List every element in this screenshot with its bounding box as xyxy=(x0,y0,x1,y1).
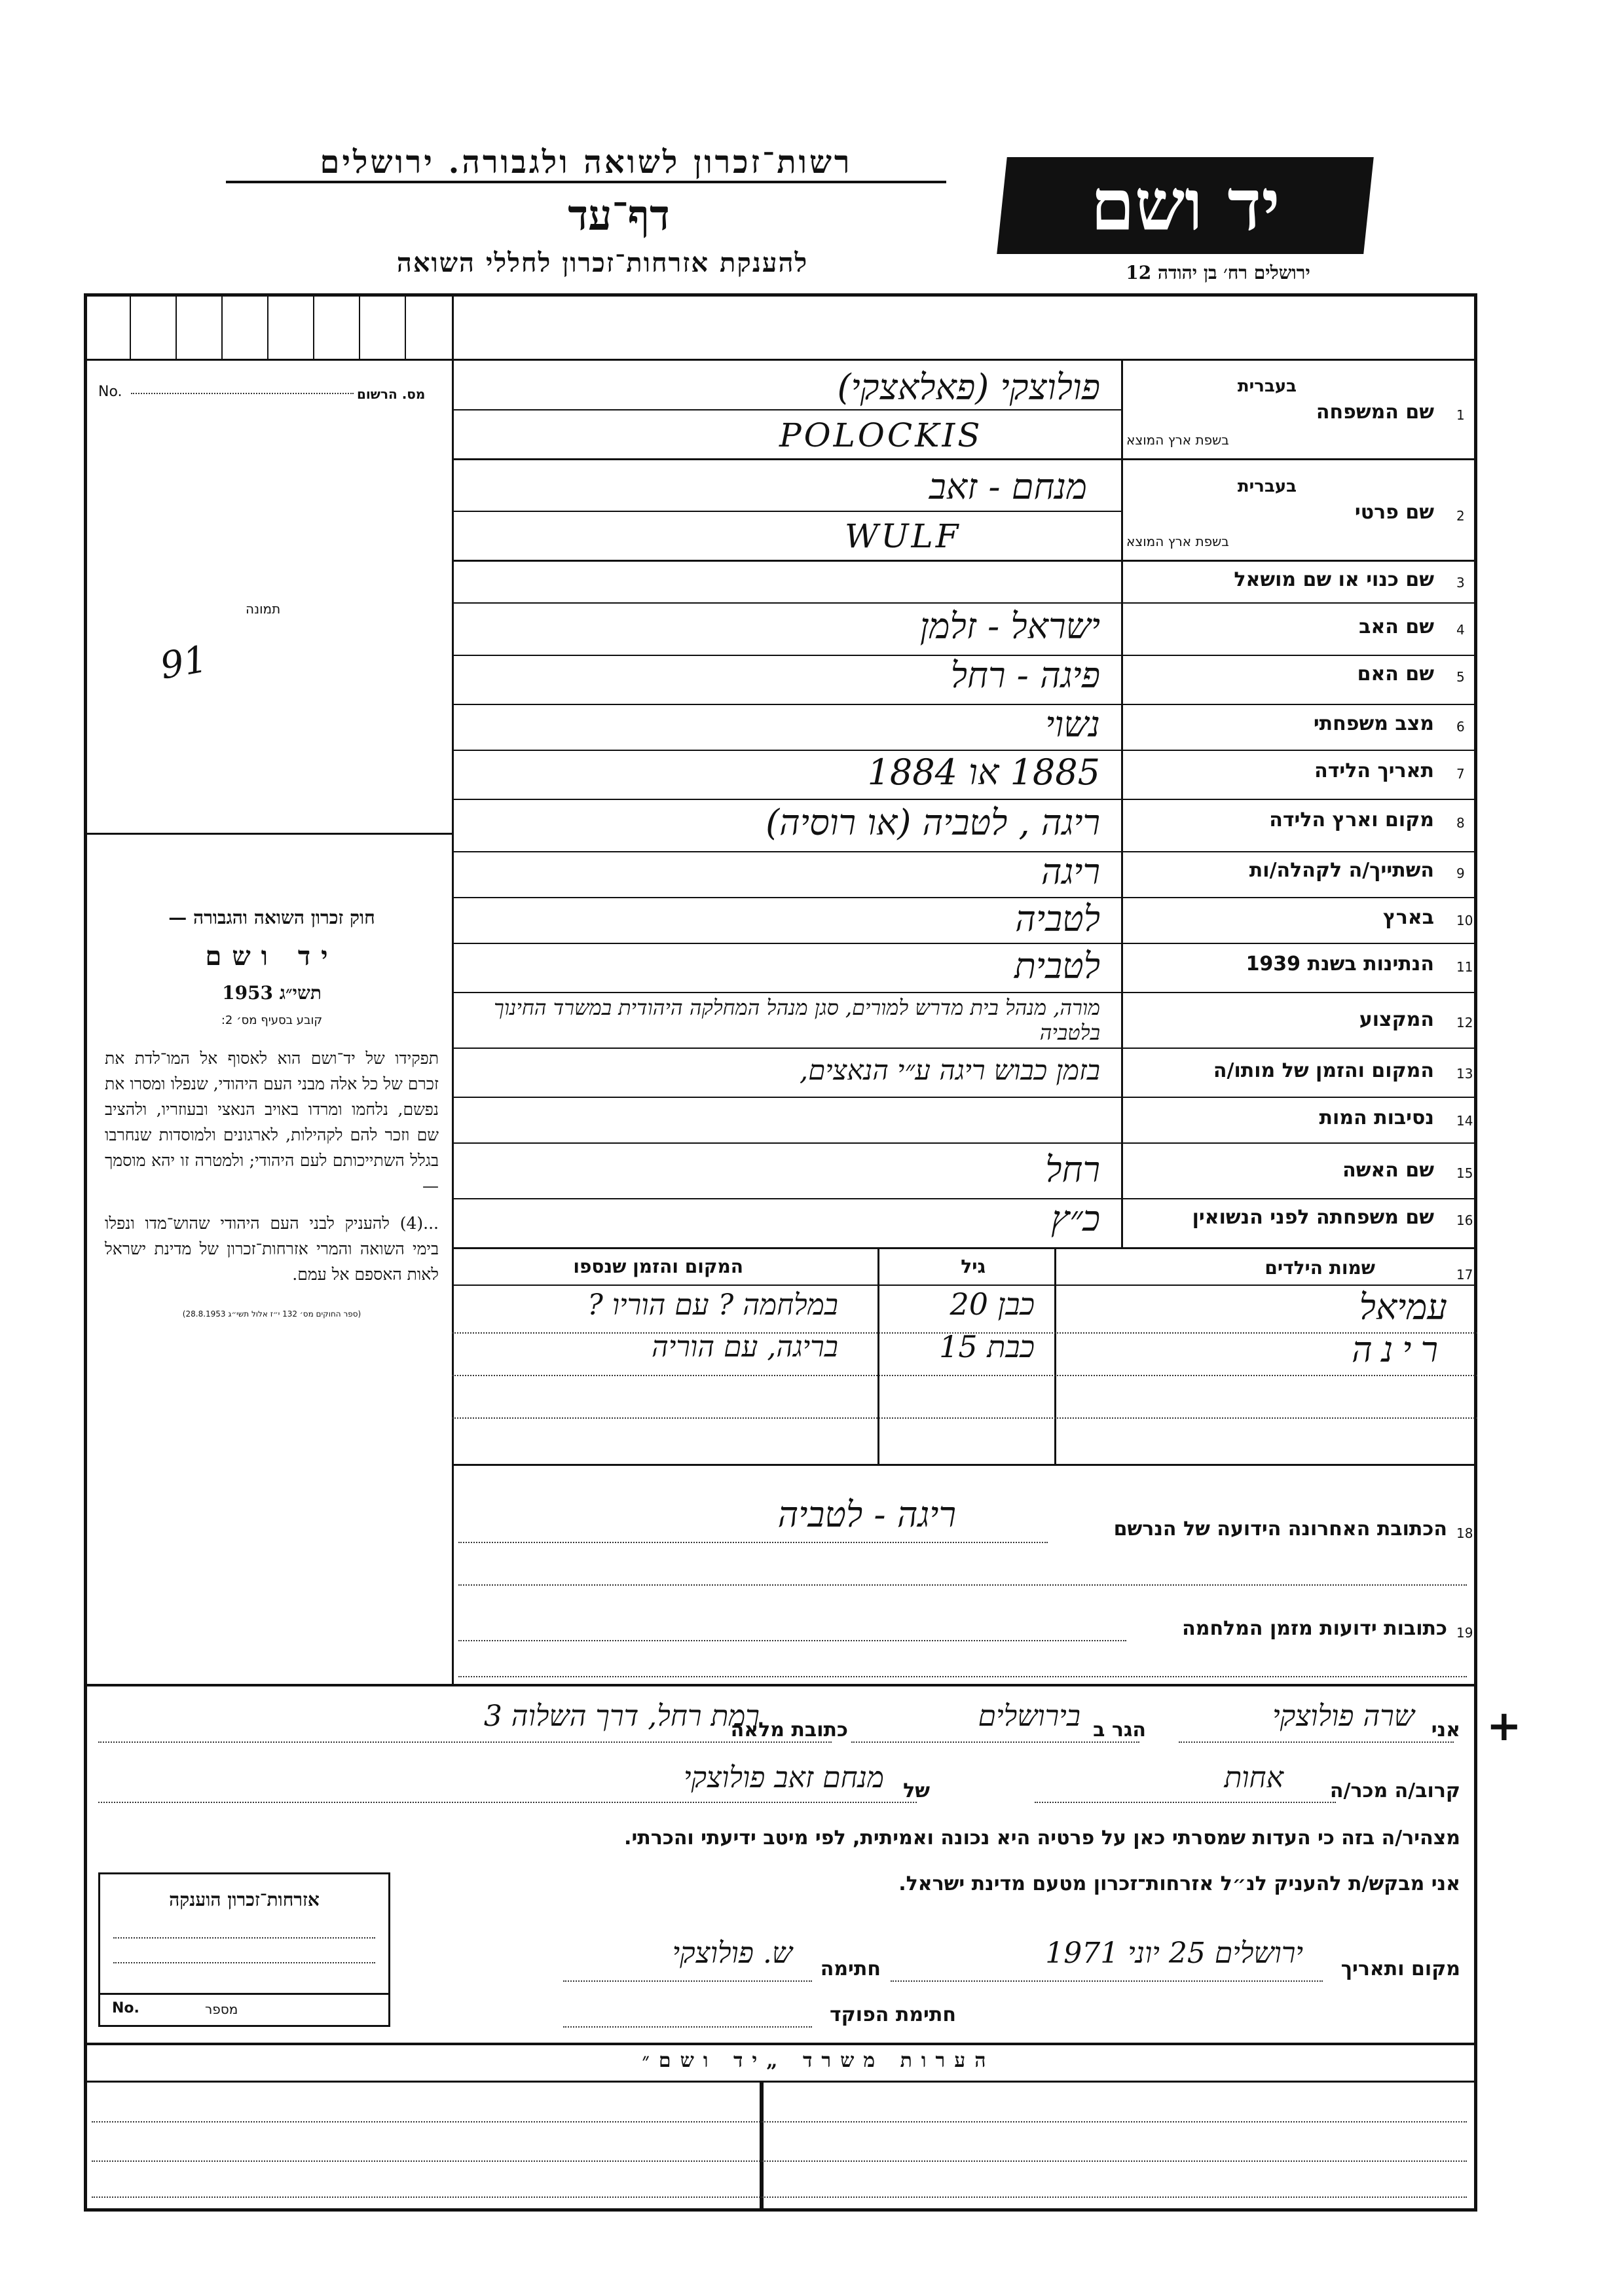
field-14-num: 14 xyxy=(1456,1113,1473,1129)
law-citation: (ספר החוקים מס׳ 132 י״ז אלול תשי״ג 28.8.1953) xyxy=(182,1309,361,1319)
decl-name-value: שרה פולוצקי xyxy=(1272,1700,1414,1733)
photo-reg-label: מס. הרשום xyxy=(357,386,426,402)
decl-resides: הגר ב xyxy=(1093,1719,1146,1741)
field-2-value-a: מנחם - זאב xyxy=(929,466,1087,507)
law-year-heb: תשי״ג xyxy=(279,982,322,1004)
decl-of: של xyxy=(903,1779,930,1802)
address19-num: 19 xyxy=(1456,1625,1473,1641)
field-1-sub-a: בעברית xyxy=(1237,376,1297,396)
field-16-value: כ״ץ xyxy=(1050,1198,1100,1239)
children-col-age: גיל xyxy=(961,1256,986,1277)
field-9-value: ריגה xyxy=(1041,851,1100,892)
field-4-num: 4 xyxy=(1456,622,1465,638)
field-7-value: 1885 או 1884 xyxy=(867,752,1100,793)
field-16-num: 16 xyxy=(1456,1212,1473,1228)
cert-no-label: No. xyxy=(112,2000,139,2016)
field-2-sub-b: בשפת ארץ המוצא xyxy=(1126,534,1229,549)
field-7-label: תאריך הלידה xyxy=(1314,759,1434,782)
field-14-label: נסיבות המות xyxy=(1319,1106,1434,1129)
decl-city-value: בירושלים xyxy=(978,1700,1080,1733)
field-12-value: מורה, מנהל בית מדרש למורים, סגן מנהל המחלקה היהודית במשרד החינוך בלטביה xyxy=(494,995,1100,1045)
law-body-1: תפקידו של יד־ושם הוא לאסוף אל המו־לדת את זכרם של כל אלה מבני העם היהודי, שנפלו ומסרו את נפשם, נלחמו ומרדו באויב הנאצי ובעוזריו, ולהציב שם וזכר להם לקהילות, לארגונים ולמוסדות שנחרבו בגלל השתייכותם לעם היהודי; ולמטרה זו יהא מוסמך — xyxy=(105,1049,439,1195)
field-6-value: נשוי xyxy=(1045,704,1100,745)
decl-relation-value: אחות xyxy=(1224,1761,1283,1795)
header-address: ירושלים רח׳ בן יהודה 12 xyxy=(1126,262,1310,283)
field-8-num: 8 xyxy=(1456,815,1465,831)
field-11-num: 11 xyxy=(1456,959,1473,975)
logo-text: יד ושם xyxy=(1090,164,1280,247)
field-1-sub-b: בשפת ארץ המוצא xyxy=(1126,432,1229,448)
child-1-age: כבן 20 xyxy=(950,1286,1035,1322)
field-1-num: 1 xyxy=(1456,407,1465,423)
decl-place-date-value: ירושלים 25 יוני 1971 xyxy=(1045,1937,1303,1970)
decl-signature-value: ש. פולוצקי xyxy=(672,1937,792,1970)
form-subtitle: להענקת אזרחות־זכרון לחללי השואה xyxy=(396,247,809,278)
field-10-value: לטביה xyxy=(1015,898,1100,939)
field-1-value-a: פולוצקי (פאלאצקי) xyxy=(837,367,1100,408)
law-body-2: ...(4) להעניק לבני העם היהודי שהוש־מדו ונפלו בימי השואה והמרי אזרחות־זכרון של מדינת ישראל לאות האספם אל עמם. xyxy=(105,1214,439,1284)
child-2-age: כבת 15 xyxy=(939,1329,1035,1364)
field-1-value-b: POLOCKIS xyxy=(779,416,983,454)
field-16-label: שם משפחתה לפני הנשואין xyxy=(1192,1206,1434,1229)
field-8-value: ריגה , לטביה (או רוסיה) xyxy=(766,802,1100,843)
field-3-num: 3 xyxy=(1456,575,1465,591)
field-2-num: 2 xyxy=(1456,508,1465,524)
field-15-value: רחל xyxy=(1045,1149,1100,1190)
address18-num: 18 xyxy=(1456,1525,1473,1541)
photo-label: תמונה xyxy=(246,601,281,617)
child-2-name: רינה xyxy=(1352,1329,1447,1370)
field-5-num: 5 xyxy=(1456,669,1465,685)
decl-signature-label: חתימה xyxy=(820,1958,881,1980)
field-15-label: שם האשה xyxy=(1342,1159,1434,1182)
children-col-place: המקום והזמן שנספו xyxy=(573,1256,743,1277)
children-num: 17 xyxy=(1456,1267,1473,1283)
field-9-label: השתייך/ה לקהלה/ות xyxy=(1249,859,1434,882)
photo-handwritten-mark: 91 xyxy=(157,638,211,688)
address18-label: הכתובת האחרונה הידועה של הנרשם xyxy=(1113,1518,1447,1540)
law-section: קובע בסעיף מס׳ 2: xyxy=(221,1013,323,1027)
field-6-num: 6 xyxy=(1456,719,1465,735)
field-13-value: בזמן כבוש ריגה ע״י הנאצים, xyxy=(799,1054,1100,1086)
address19-label: כתובות ידועות מזמן המלחמה xyxy=(1182,1617,1447,1640)
decl-statement-1: מצהיר/ה בזה כי העדות שמסרתי כאן על פרטיה היא נכונה ואמיתית, לפי מיטב ידיעתי והכרתי. xyxy=(624,1827,1460,1850)
field-10-label: בארץ xyxy=(1382,906,1434,929)
field-15-num: 15 xyxy=(1456,1165,1473,1181)
field-12-label: המקצוע xyxy=(1359,1008,1434,1031)
law-org: יד ושם xyxy=(205,941,339,972)
form-title: דף־עד xyxy=(568,191,670,240)
yad-vashem-logo xyxy=(997,157,1374,254)
certificate-box xyxy=(98,1872,390,2027)
cert-number-label: מספר xyxy=(205,2001,238,2017)
field-1-label: שם המשפחה xyxy=(1316,401,1434,424)
field-9-num: 9 xyxy=(1456,866,1465,881)
decl-addr-value: רמת רחל, דרך השלוה 3 xyxy=(483,1700,760,1733)
decl-ani: אני xyxy=(1431,1719,1460,1741)
field-8-label: מקום וארץ הלידה xyxy=(1269,809,1434,831)
child-1-name: עמיאל xyxy=(1359,1286,1447,1328)
field-4-label: שם האב xyxy=(1359,615,1434,638)
decl-of-value: מנחם זאב פולוצקי xyxy=(683,1761,884,1795)
cert-title: אזרחות־זכרון הוענקה xyxy=(169,1889,320,1910)
children-col-names: שמות הילדים xyxy=(1264,1257,1375,1279)
field-4-value: ישראל - זלמן xyxy=(919,606,1100,647)
field-3-label: שם כנוי או שם מושאל xyxy=(1234,568,1434,591)
address18-value: ריגה - לטביה xyxy=(777,1494,956,1535)
field-11-value: לטבית xyxy=(1014,945,1100,987)
decl-deceased-sig-label: חתימת הפוקד xyxy=(830,2003,956,2026)
field-11-label: הנתינות בשנת 1939 xyxy=(1246,953,1434,975)
law-year: 1953 xyxy=(222,982,274,1004)
decl-full-addr: כתובת מלאה xyxy=(730,1719,848,1741)
field-5-label: שם האם xyxy=(1357,663,1434,685)
office-notes-title: הערות משרד „יד ושם״ xyxy=(642,2049,995,2072)
field-6-label: מצב משפחתי xyxy=(1313,712,1434,735)
field-10-num: 10 xyxy=(1456,913,1473,928)
decl-place-date-label: מקום ותאריך xyxy=(1340,1958,1460,1980)
child-2-place: בריגה, עם הוריה xyxy=(652,1330,838,1364)
field-12-num: 12 xyxy=(1456,1015,1473,1030)
field-2-sub-a: בעברית xyxy=(1237,477,1297,496)
field-13-label: המקום והזמן של מותו/ה xyxy=(1213,1059,1434,1082)
photo-no-label: No. xyxy=(98,384,122,400)
plus-mark: + xyxy=(1486,1702,1522,1751)
child-1-place: במלחמה ? עם הוריו ? xyxy=(587,1288,838,1322)
field-13-num: 13 xyxy=(1456,1066,1473,1082)
authority-title: רשות־זכרון לשואה ולגבורה. ירושלים xyxy=(226,144,946,183)
decl-statement-2: אני מבקש/ת להעניק לנ״ל אזרחות־זכרון מטעם מדינת ישראל. xyxy=(898,1872,1460,1895)
field-2-label: שם פרטי xyxy=(1354,501,1434,524)
field-7-num: 7 xyxy=(1456,766,1465,782)
decl-relative: קרוב/ה מכר/ה xyxy=(1329,1779,1460,1802)
field-5-value: פיגה - רחל xyxy=(950,655,1100,696)
law-title: חוק זכרון השואה והגבורה — xyxy=(168,907,375,928)
field-2-value-b: WULF xyxy=(845,517,961,555)
